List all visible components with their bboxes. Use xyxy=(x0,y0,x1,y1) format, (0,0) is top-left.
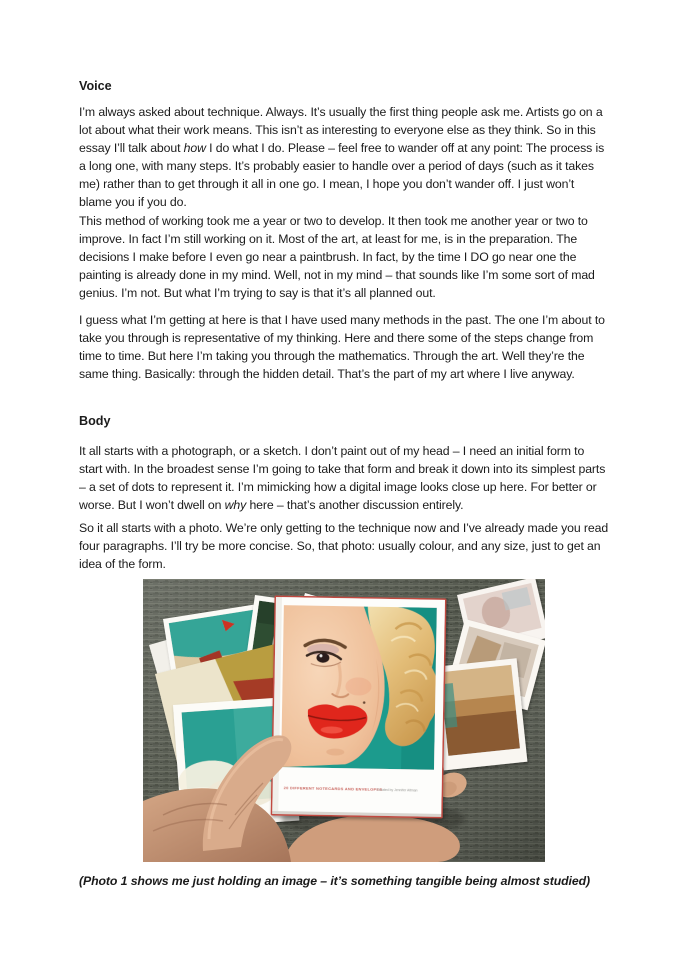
text-run: I’m always asked about technique. Always. It’s usually the first thing people ask me. Artists go on a lot about what their work means. This isn’t as interesting to everyone else as they think. So in this essay I’ll talk about xyxy=(79,105,603,155)
paragraph-voice-1 xyxy=(79,103,610,211)
text-run: I guess what I’m getting at here is that I have used many methods in the past. The one I’m about to take you through is representative of my thinking. Here and there some of the steps change from time to time. But here I’m taking you through the mathematics. Through the art. Well they’re the same thing. Basically: through the hidden detail. That’s the part of my art where I live anyway. xyxy=(79,313,605,381)
paragraph-body-2 xyxy=(79,519,610,573)
text-run: It all starts with a photograph, or a sketch. I don’t paint out of my head – I need an initial form to start with. In the broadest sense I’m going to take that form and break it down into its simplest parts – a set of dots to represent it. I’m mimicking how a digital image looks close up here. For better or worse. But I won’t dwell on xyxy=(79,444,606,512)
box-curator-text: Curated by Jennifer Altman xyxy=(376,787,418,793)
photo-caption: (Photo 1 shows me just holding an image – it’s something tangible being almost studied) xyxy=(79,874,591,888)
polaroid-interior xyxy=(433,658,527,770)
text-run: This method of working took me a year or two to develop. It then took me another year or two to improve. In fact I’m still working on it. Most of the art, at least for me, is in the preparation. The decisions I make before I even go near a paintbrush. In fact, by the time I DO go near one the painting is already done in my mind. Well, not in my mind – that sounds like I’m some sort of mad genius. I’m not. But what I’m trying to say is that it’s all planned out. xyxy=(79,214,595,300)
box-title-text: 20 DIFFERENT NOTECARDS AND ENVELOPES xyxy=(283,785,383,792)
paragraph-body-1 xyxy=(79,442,610,514)
italic-run: how xyxy=(183,141,206,155)
italic-run: why xyxy=(224,498,247,512)
notecard-box xyxy=(271,595,447,818)
section-heading-voice: Voice xyxy=(79,79,112,93)
text-run: I do what I do. Please – feel free to wander off at any point: The process is a long one, with many steps. It’s probably easier to handle over a period of days (such as it takes me) rather than to get through it all in one go. I mean, I hope you don’t wander off. I just won’t blame you if you do. xyxy=(79,141,605,209)
photo-1 xyxy=(143,579,545,862)
paragraph-voice-3 xyxy=(79,311,610,383)
text-run: here – that’s another discussion entirely. xyxy=(246,498,464,512)
marilyn-portrait xyxy=(281,604,440,770)
photo-illustration xyxy=(143,579,545,862)
section-heading-body: Body xyxy=(79,414,111,428)
text-run: So it all starts with a photo. We’re only getting to the technique now and I’ve already made you read four paragraphs. I’ll try be more concise. So, that photo: usually colour, and any size, just to get an idea of the form. xyxy=(79,521,609,571)
paragraph-voice-2 xyxy=(79,212,610,302)
